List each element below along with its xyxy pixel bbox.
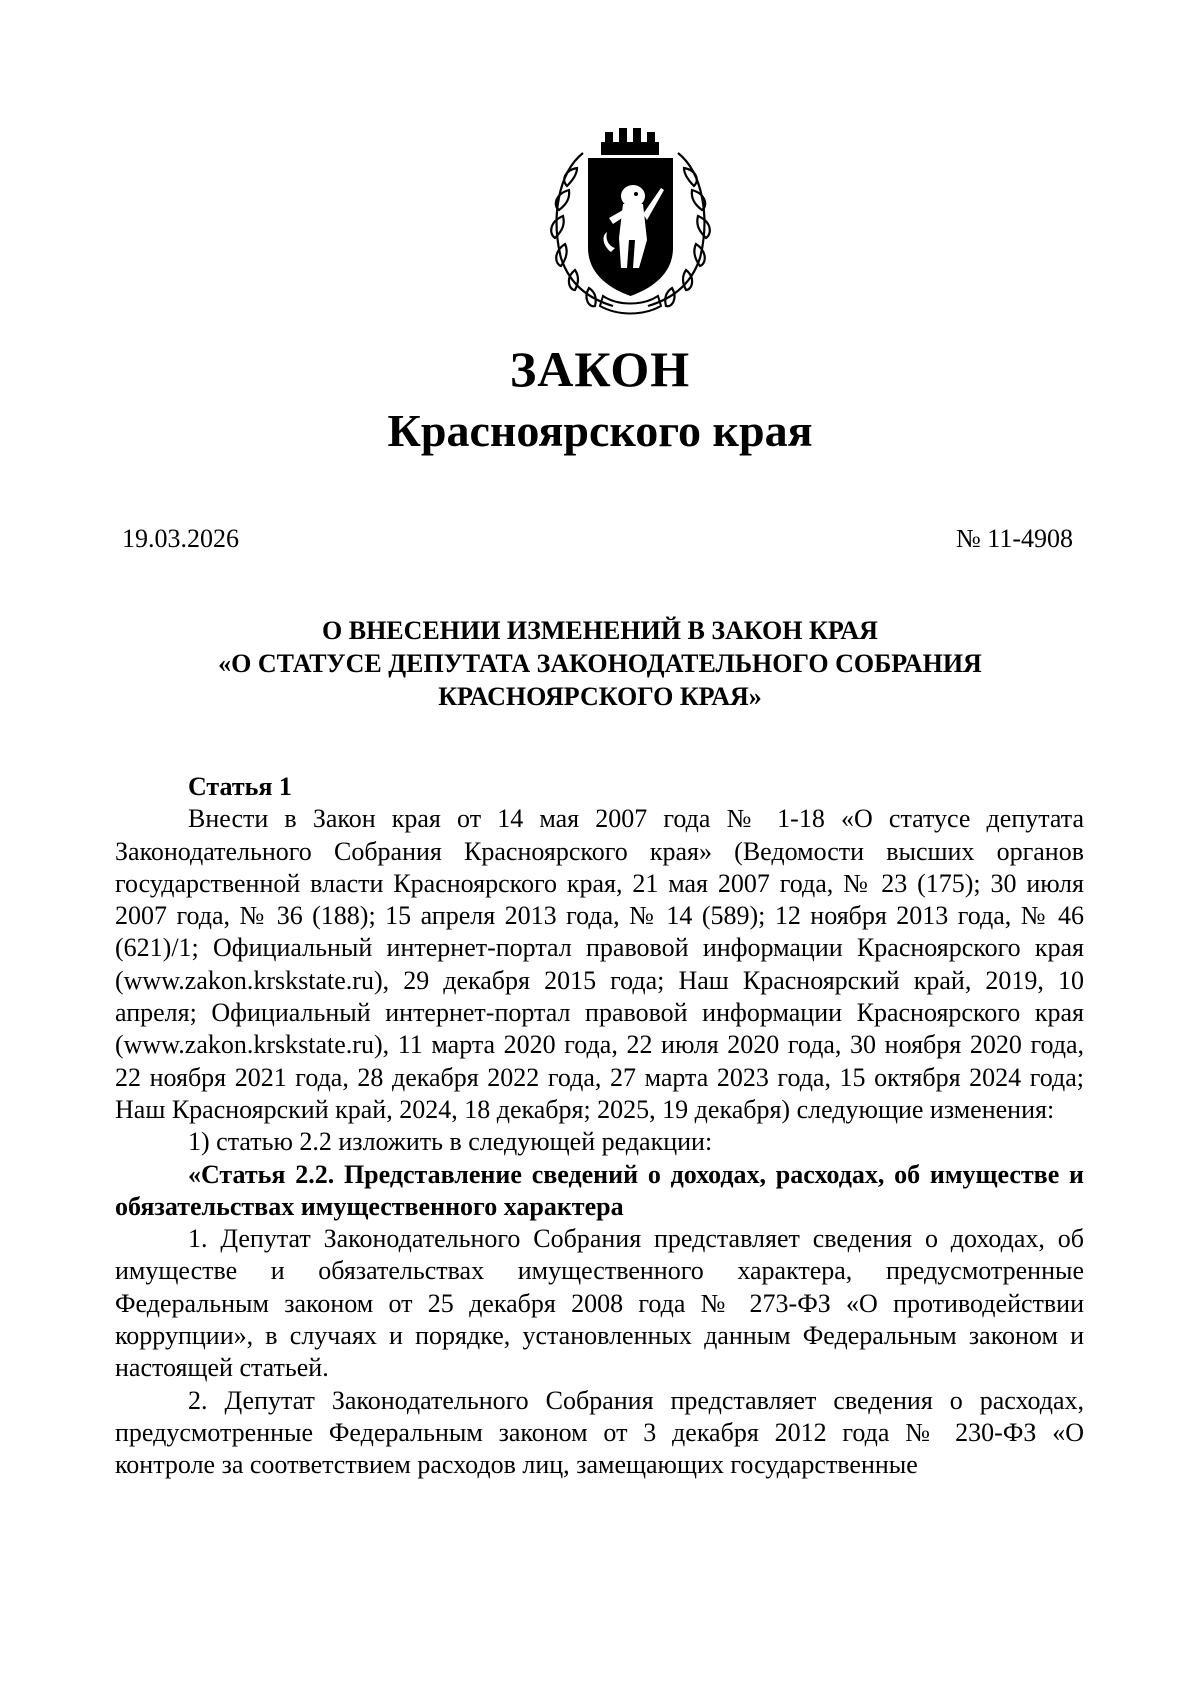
item-paragraph: 1) статью 2.2 изложить в следующей редакции: <box>188 1127 713 1157</box>
document-type-title: ЗАКОН <box>509 341 691 397</box>
paragraph-1: 1. Депутат Законодательного Собрания представляет сведения о доходах, об имуществе и обязательствах имущественного характера, предусмотренные Федеральным законом от 25 декабря 2008 года № 273-ФЗ «О противодействии коррупции», в случаях и порядке, установленных данным Федеральным законом и настоящей статьей. <box>115 1224 1084 1383</box>
heading-line: «О СТАТУСЕ ДЕПУТАТА ЗАКОНОДАТЕЛЬНОГО СОБРАНИЯ <box>218 649 982 678</box>
heading-line: О ВНЕСЕНИИ ИЗМЕНЕНИЙ В ЗАКОН КРАЯ <box>322 616 878 645</box>
coat-of-arms-emblem <box>543 128 718 316</box>
paragraph-2: 2. Депутат Законодательного Собрания представляет сведения о расходах, предусмотренные Федеральным законом от 3 декабря 2012 года № 230-ФЗ «О контроле за соответствием расходов лиц, замещающих государственные <box>115 1385 1084 1480</box>
heading-line: КРАСНОЯРСКОГО КРАЯ» <box>438 682 762 711</box>
article-title: Статья 1 <box>188 772 292 801</box>
law-date: 19.03.2026 <box>122 524 239 553</box>
law-number: № 11-4908 <box>956 524 1073 553</box>
intro-paragraph: Внести в Закон края от 14 мая 2007 года № 1-18 «О статусе депутата Законодательного Собрания Красноярского края» (Ведомости высших органов государственной власти Красноярского края, 21 мая 2007 года, № 23 (175); 30 июля 2007 года, № 36 (188); 15 апреля 2013 года, № 14 (589); 12 ноября 2013 года, № 46 (621)/1; Официальный интернет-портал правовой информации Красноярского края (www.zakon.krskstate.ru), 29 декабря 2015 года; Наш Красноярский край, 2019, 10 апреля; Официальный интернет-портал правовой информации Красноярского края (www.zakon.krskstate.ru), 11 марта 2020 года, 22 июля 2020 года, 30 ноября 2020 года, 22 ноября 2021 года, 28 декабря 2022 года, 27 марта 2023 года, 15 октября 2024 года; Наш Красноярский край, 2024, 18 декабря; 2025, 19 декабря) следующие изменения: <box>115 804 1084 1124</box>
law-heading <box>0 614 1200 713</box>
region-subtitle: Красноярского края <box>387 405 813 456</box>
law-body <box>115 771 1084 1482</box>
new-article-title: «Статья 2.2. Представление сведений о доходах, расходах, об имуществе и обязательствах имущественного характера <box>115 1159 1084 1221</box>
